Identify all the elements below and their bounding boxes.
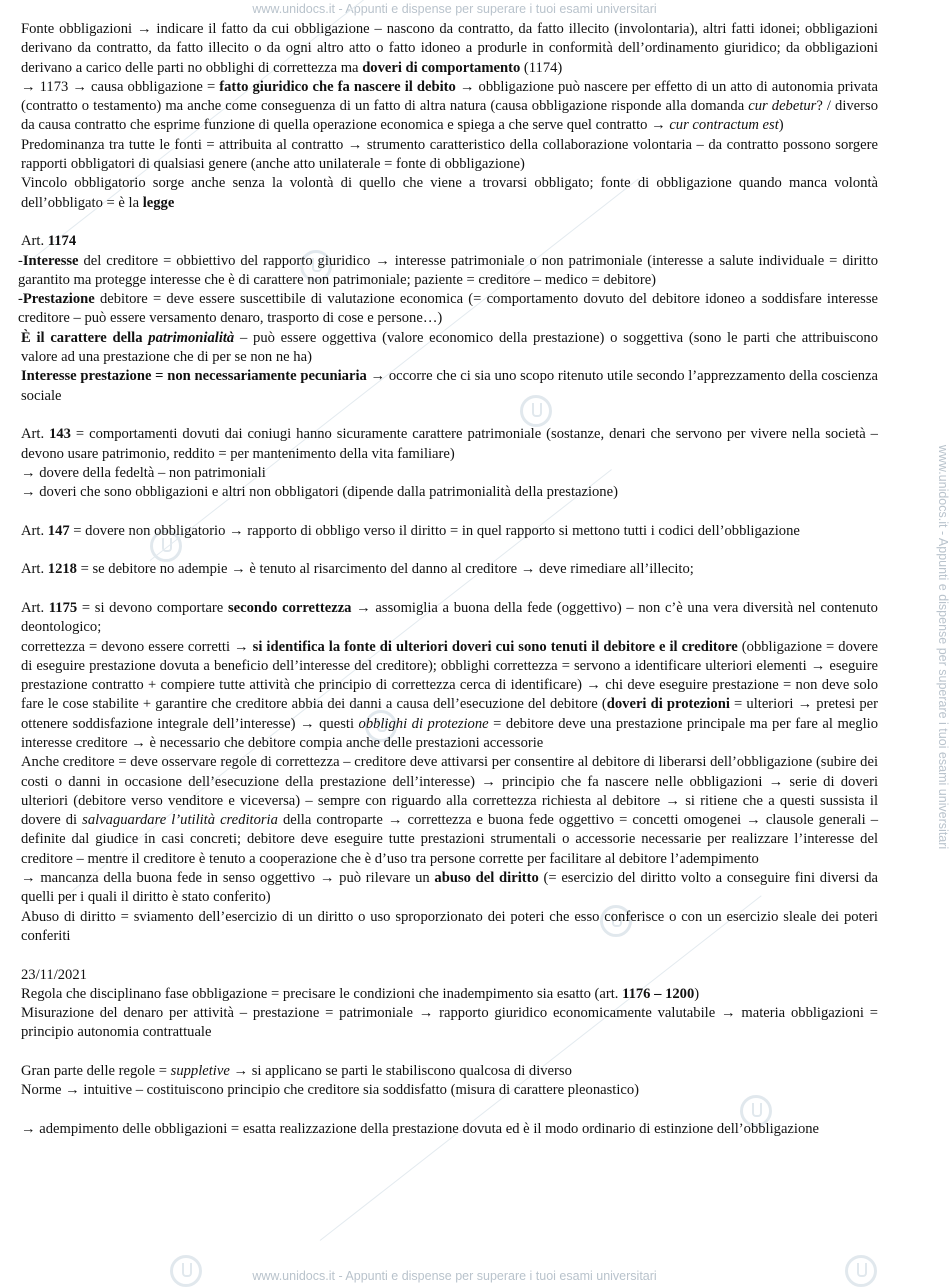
text-run: → doveri che sono obbligazioni e altri non obbligatori (dipende dalla patrimonialità della prestazione): [21, 484, 618, 501]
unidocs-logo-icon: [170, 1255, 202, 1287]
paragraph: [21, 464, 878, 483]
text-run: Art.: [21, 522, 48, 539]
text-run: Regola che disciplinano fase obbligazione = precisare le condizioni che inadempimento sia esatto (art.: [21, 985, 623, 1002]
italic-text-run: cur contractum est: [669, 117, 779, 134]
text-run: = si devono comportare: [77, 599, 228, 616]
paragraph: [21, 1062, 878, 1081]
text-run: Vincolo obbligatorio sorge anche senza la volontà di quello che viene a trovarsi obbligato; fonte di obbligazione quando manca volontà dell’obbligato = è la: [21, 175, 878, 211]
spacer: [21, 541, 878, 560]
bold-text-run: si identifica la fonte di ulteriori doveri cui sono tenuti il debitore e il creditore: [252, 638, 738, 655]
text-run: correttezza = devono essere corretti →: [21, 638, 253, 655]
italic-text-run: salvaguardare l’utilità creditoria: [82, 812, 278, 829]
text-run: ): [694, 985, 700, 1002]
watermark-footer-text: www.unidocs.it - Appunti e dispense per superare i tuoi esami universitari: [252, 1269, 657, 1283]
paragraph: [21, 136, 878, 175]
bold-text-run: 143: [49, 426, 71, 443]
watermark-header-text: www.unidocs.it - Appunti e dispense per superare i tuoi esami universitari: [252, 2, 657, 16]
text-run: Art.: [21, 599, 49, 616]
paragraph: [21, 985, 878, 1004]
italic-text-run: obblighi di protezione: [358, 715, 489, 732]
text-run: → adempimento delle obbligazioni = esatta realizzazione della prestazione dovuta ed è il modo ordinario di estinzione dell’obbligazione: [21, 1120, 820, 1137]
bold-text-run: patrimonialità: [148, 329, 235, 346]
paragraph: [21, 638, 878, 754]
text-run: ): [778, 117, 784, 134]
spacer: [21, 580, 878, 599]
text-run: 23/11/2021: [21, 966, 87, 983]
date-heading: [21, 966, 878, 985]
paragraph: [21, 425, 878, 464]
bold-text-run: fatto giuridico che fa nascere il debito: [219, 78, 456, 95]
spacer: [21, 502, 878, 521]
section-heading: [21, 232, 878, 251]
paragraph: [21, 367, 878, 406]
text-run: Art.: [21, 233, 48, 250]
text-run: (obbligazione = dovere di eseguire prestazione dovuta a beneficio dell’interesse del creditore); obblighi correttezza = servono a identificare ulteriori elementi → eseguire prestazione contratto + compiere tutte attività che principio di correttezza cerca di identificare) → chi deve eseguire prestazione = non deve solo fare le cose stabilite + garantire che creditore abbia dei danni a causa dell’esecuzione del debitore (: [21, 638, 878, 713]
text-run: → assomiglia a buona della fede (oggettivo) – non c’è una vera diversità nel contenuto deontologico;: [21, 599, 878, 636]
text-run: ? / diverso da causa contratto che esprime funzione di quella operazione economica e spiega a che serve quel contratto →: [21, 98, 878, 134]
paragraph: [21, 869, 878, 908]
bold-text-run: 1175: [48, 599, 78, 616]
spacer: [21, 1101, 878, 1120]
paragraph: [18, 290, 878, 329]
spacer: [21, 213, 878, 232]
text-run: Predominanza tra tutte le fonti = attribuita al contratto → strumento caratteristico della collaborazione volontaria – da contratto possono sorgere rapporti obbligatori di qualsiasi genere (anche atto unilaterale = fonte di obbligazione): [21, 136, 878, 173]
text-run: = comportamenti dovuti dai coniugi hanno sicuramente carattere patrimoniale (sostanze, denari che servono per vivere nella società – devono usare patrimonio, reddito = per mantenimento della vita familiare): [21, 426, 878, 462]
bold-text-run: 1176 – 1200: [622, 985, 695, 1002]
text-run: = dovere non obbligatorio → rapporto di obbligo verso il diritto = in quel rapporto si mettono tutti i codici dell’obbligazione: [69, 522, 800, 539]
text-run: Norme → intuitive – costituiscono principio che creditore sia soddisfatto (misura di carattere pleonastico): [21, 1082, 640, 1099]
bold-text-run: Interesse prestazione = non necessariamente pecuniaria: [21, 368, 367, 385]
bold-text-run: Prestazione: [22, 291, 95, 308]
paragraph: [21, 1081, 878, 1100]
bold-text-run: È il carattere della: [21, 329, 149, 346]
text-run: → dovere della fedeltà – non patrimoniali: [21, 464, 266, 481]
paragraph: [21, 560, 878, 579]
text-run: → si applicano se parti le stabiliscono qualcosa di diverso: [229, 1063, 572, 1080]
text-run: Art.: [21, 426, 50, 443]
text-run: → mancanza della buona fede in senso oggettivo → può rilevare un: [21, 870, 435, 887]
text-run: Fonte obbligazioni → indicare il fatto da cui obbligazione – nascono da contratto, da fatto illecito (involontaria), altri fatti idonei; obbligazioni derivano da contratto, da fatto illecito o da ogni altro atto o fatto idoneo a produrle in conformità dell’ordinamento giuridico; da obbligazioni derivano a carico delle parti no obblighi di correttezza ma: [21, 21, 878, 76]
text-run: → 1173 → causa obbligazione =: [21, 78, 220, 95]
paragraph: [21, 20, 878, 78]
text-run: Art.: [21, 561, 48, 578]
bold-text-run: doveri di comportamento: [362, 59, 521, 76]
paragraph: [21, 753, 878, 869]
watermark-right-text: www.unidocs.it - Appunti e dispense per superare i tuoi esami universitari: [935, 444, 950, 850]
italic-text-run: cur debetur: [748, 98, 817, 115]
bold-text-run: 1218: [47, 561, 77, 578]
paragraph: [21, 599, 878, 638]
spacer: [21, 946, 878, 965]
paragraph: [18, 252, 878, 291]
paragraph: [21, 1004, 878, 1043]
text-run: -: [18, 252, 23, 269]
text-run: = ulteriori → pretesi per ottenere soddisfazione integrale dell’interesse) → questi: [21, 696, 878, 732]
text-run: del creditore = obbiettivo del rapporto giuridico → interesse patrimoniale o non patrimoniale (interesse a salute individuale = diritto garantito ma protegge interesse che è di carattere non patrimoniale; paziente = creditore – medico = debitore): [18, 252, 878, 288]
paragraph: [21, 1120, 878, 1139]
paragraph: [21, 483, 878, 502]
text-run: Misurazione del denaro per attività – prestazione = patrimoniale → rapporto giuridico economicamente valutabile → materia obbligazioni = principio autonomia contrattuale: [21, 1005, 878, 1041]
text-run: Anche creditore = deve osservare regole di correttezza – creditore deve attivarsi per consentire al debitore di liberarsi dell’obbligazione (subire dei costi o danni in occasione dell’esecuzione della prestazione dell’interesse) → principio che fa nascere nelle obbligazioni → serie di doveri ulteriori (debitore verso venditore e viceversa) – sempre con riguardo alla correttezza richiesta al debitore → si ritiene che a questi sussista il dovere di: [21, 754, 878, 829]
paragraph: [21, 78, 878, 136]
paragraph: [21, 908, 878, 947]
text-run: Gran parte delle regole =: [21, 1063, 171, 1080]
paragraph: [21, 174, 878, 213]
spacer: [21, 406, 878, 425]
bold-text-run: doveri di protezioni: [606, 696, 730, 713]
document-body: [18, 20, 879, 1139]
bold-text-run: Interesse: [22, 252, 79, 269]
bold-text-run: 147: [47, 522, 70, 539]
text-run: = se debitore no adempie → è tenuto al risarcimento del danno al creditore → deve rimediare all’illecito;: [76, 561, 694, 578]
bold-text-run: 1174: [47, 233, 77, 250]
text-run: della controparte → correttezza e buona fede oggettivo = concetti omogenei → clausole generali – definite dal giudice in casi concreti; debitore deve eseguire tutte prestazioni strumentali o accessorie necessarie per realizzare l’interesse del creditore – mentre il creditore è tenuto a cooperazione che è d’uso tra persone corrette per facilitare al debitore l’adempimento: [21, 812, 879, 867]
bold-text-run: secondo correttezza: [227, 599, 352, 616]
bold-text-run: abuso del diritto: [434, 870, 539, 887]
bold-text-run: legge: [142, 194, 175, 211]
paragraph: [21, 329, 878, 368]
text-run: → obbligazione può nascere per effetto di un atto di autonomia privata (contratto o testamento) ma anche come conseguenza di un fatto di altra natura (causa obbligazione risponde alla domanda: [21, 78, 878, 115]
text-run: -: [18, 291, 23, 308]
unidocs-logo-icon: [845, 1255, 877, 1287]
text-run: – può essere oggettiva (valore economico della prestazione) o soggettiva (sono le parti che attribuiscono valore ad una prestazione che di per se non ne ha): [21, 329, 879, 366]
text-run: → occorre che ci sia uno scopo ritenuto utile secondo l’apprezzamento della coscienza sociale: [21, 368, 878, 404]
spacer: [21, 1043, 878, 1062]
italic-text-run: suppletive: [170, 1063, 230, 1080]
text-run: = debitore deve una prestazione principale ma per fare al meglio interesse creditore → è necessario che debitore compia anche delle prestazioni accessorie: [21, 715, 878, 751]
text-run: (= esercizio del diritto volto a conseguire fini diversi da quelli per i quali il diritto è stato conferito): [21, 870, 878, 906]
text-run: Abuso di diritto = sviamento dell’esercizio di un diritto o uso sproporzionato dei poteri che esso conferisce o con un esercizio sleale dei poteri conferiti: [21, 908, 878, 944]
text-run: (1174): [520, 59, 563, 76]
paragraph: [21, 522, 878, 541]
text-run: debitore = deve essere suscettibile di valutazione economica (= comportamento dovuto del debitore idoneo a soddisfare interesse creditore – può essere versamento denaro, trasporto di cose e persone…): [18, 291, 878, 327]
